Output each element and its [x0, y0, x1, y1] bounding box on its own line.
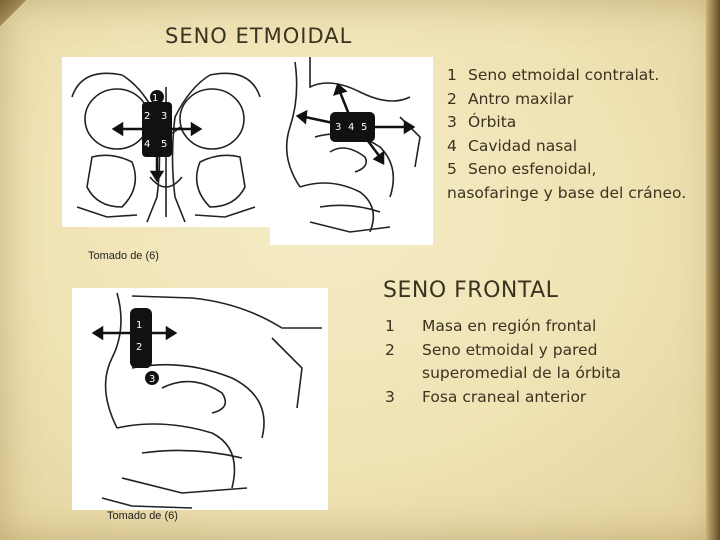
coronal-skull-figure	[62, 57, 270, 227]
lateral-label-4: 4	[348, 122, 355, 133]
lateral-label-3: 3	[335, 122, 342, 133]
frontal-legend-item: 1 Masa en región frontal	[385, 317, 597, 335]
coronal-label-1: 1	[152, 93, 159, 104]
coronal-label-4: 4	[144, 139, 151, 150]
coronal-label-3: 3	[161, 111, 168, 122]
frontal-legend-item: 3 Fosa craneal anterior	[385, 387, 587, 406]
ethmoid-legend	[447, 64, 709, 205]
frontal-label-3: 3	[149, 374, 156, 385]
title-ethmoid-sinus: SENO ETMOIDAL	[165, 24, 353, 48]
frontal-label-2: 2	[136, 342, 143, 353]
ethmoid-legend-item: 2 Antro maxilar	[447, 89, 574, 108]
coronal-label-2: 2	[144, 111, 151, 122]
figure-caption-frontal: Tomado de (6)	[107, 510, 178, 522]
ethmoid-legend-continuation: nasofaringe y base del cráneo.	[447, 183, 687, 202]
ethmoid-legend-item: 1 Seno etmoidal contralat.	[447, 66, 660, 84]
frontal-legend-item: 2 Seno etmoidal y pared	[385, 340, 598, 359]
ethmoid-legend-item: 5 Seno esfenoidal,	[447, 160, 597, 178]
coronal-label-5: 5	[161, 139, 168, 150]
title-frontal-sinus: SENO FRONTAL	[383, 278, 559, 303]
frontal-legend-item: superomedial de la órbita	[422, 364, 621, 382]
frontal-sinus-figure	[72, 288, 328, 510]
frontal-legend	[385, 315, 655, 409]
ethmoid-legend-item: 4 Cavidad nasal	[447, 136, 578, 155]
figure-caption-ethmoid: Tomado de (6)	[88, 250, 159, 262]
lateral-skull-figure	[270, 57, 433, 245]
ethmoid-legend-item: 3 Órbita	[447, 113, 517, 131]
frontal-label-1: 1	[136, 320, 143, 331]
page-corner	[0, 0, 26, 26]
lateral-label-5: 5	[361, 122, 368, 133]
